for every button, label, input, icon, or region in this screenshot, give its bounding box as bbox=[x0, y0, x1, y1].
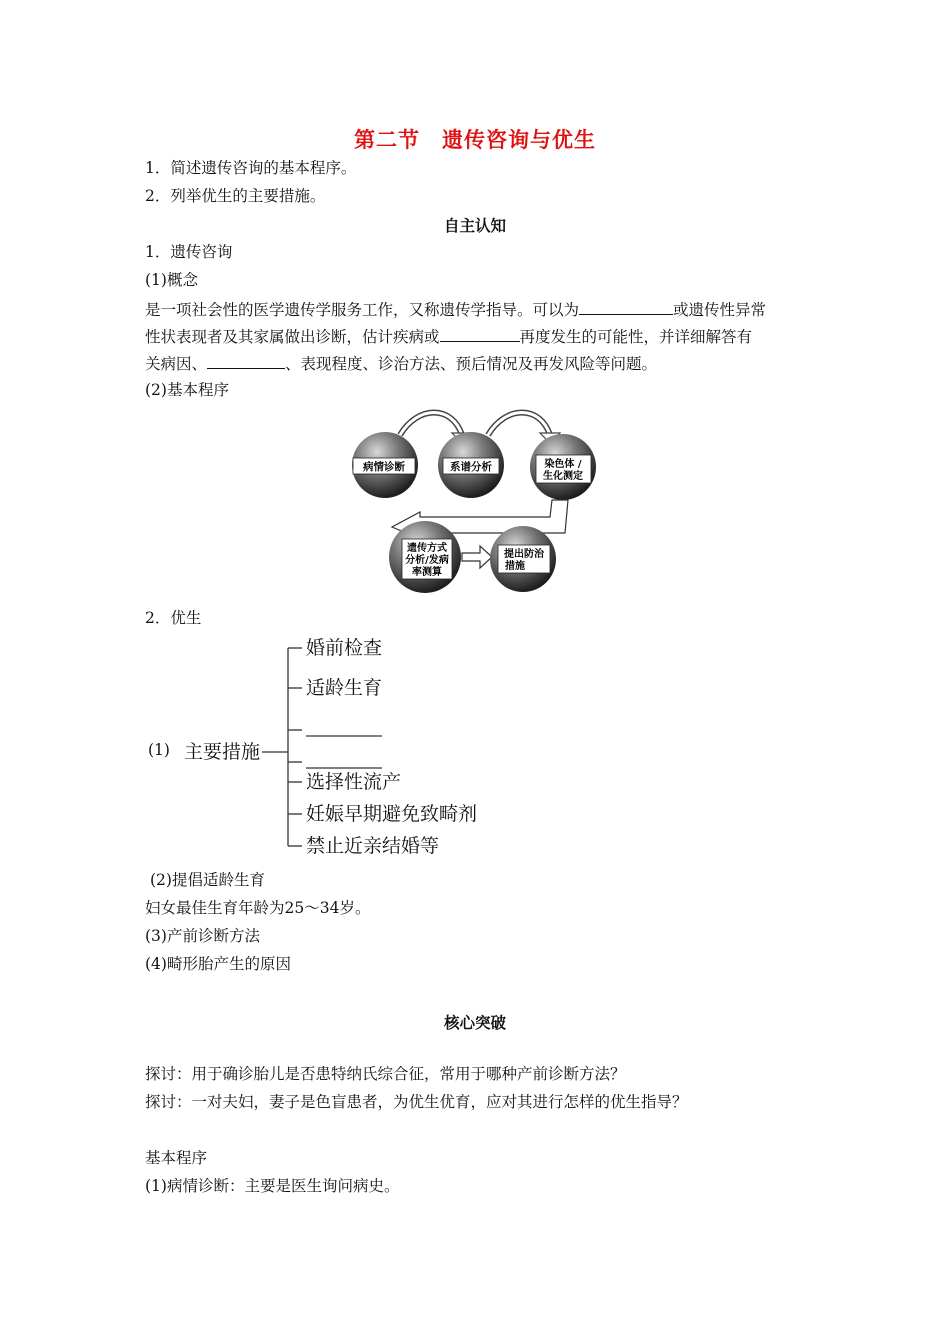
discussion-1: 探讨：用于确诊胎儿是否患特纳氏综合征，常用于哪种产前诊断方法？ bbox=[145, 1065, 626, 1083]
item2-heading: 2．优生 bbox=[145, 609, 202, 627]
fill-blank-3[interactable] bbox=[207, 352, 285, 369]
concept-label: (1)概念 bbox=[145, 271, 198, 289]
sub4-heading: (4)畸形胎产生的原因 bbox=[145, 955, 291, 973]
step5-label-2: 措施 bbox=[505, 561, 525, 572]
fill-blank-2[interactable] bbox=[440, 325, 520, 342]
step2-label: 系谱分析 bbox=[450, 461, 492, 473]
measure-6: 妊娠早期避免致畸剂 bbox=[306, 803, 478, 825]
fill-blank-1[interactable] bbox=[579, 298, 673, 315]
page-title bbox=[0, 124, 950, 154]
step-ball-1 bbox=[352, 432, 418, 498]
step4-label-2: 分析/发病 bbox=[405, 555, 449, 566]
item1-heading: 1．遗传咨询 bbox=[145, 243, 233, 261]
sub3-heading: (3)产前诊断方法 bbox=[145, 927, 260, 945]
straight-arrow bbox=[462, 546, 492, 568]
objective-1: 1．简述遗传咨询的基本程序。 bbox=[145, 159, 357, 177]
section-heading-zizhu: 自主认知 bbox=[443, 217, 506, 235]
step3-label-1: 染色体 / bbox=[544, 459, 582, 470]
step5-label-1: 提出防治 bbox=[504, 549, 544, 560]
title-section: 第二节 bbox=[354, 128, 420, 152]
concept-line-2: 性状表现者及其家属做出诊断，估计疾病或 再度发生的可能性，并详细解答有 bbox=[145, 325, 752, 347]
sub2-heading: (2)提倡适龄生育 bbox=[150, 871, 265, 889]
procedure-label: (2)基本程序 bbox=[145, 381, 229, 399]
objective-2: 2．列举优生的主要措施。 bbox=[145, 187, 326, 205]
step-ball-5 bbox=[490, 526, 556, 592]
discussion-2: 探讨：一对夫妇，妻子是色盲患者，为优生优育，应对其进行怎样的优生指导？ bbox=[145, 1093, 688, 1111]
measure-1: 婚前检查 bbox=[306, 637, 383, 659]
measures-number: (1) bbox=[148, 741, 170, 759]
step-ball-2 bbox=[438, 432, 504, 498]
concept-line-1: 是一项社会性的医学遗传学服务工作，又称遗传学指导。可以为 或遗传性异常 bbox=[145, 298, 766, 320]
measure-7: 禁止近亲结婚等 bbox=[306, 835, 440, 857]
step3-label-2: 生化测定 bbox=[543, 471, 583, 482]
measures-main-label: 主要措施 bbox=[184, 741, 261, 763]
section-heading-hexin: 核心突破 bbox=[443, 1014, 506, 1032]
measure-5: 选择性流产 bbox=[306, 771, 402, 793]
basic-heading: 基本程序 bbox=[145, 1149, 208, 1167]
measures-bracket bbox=[262, 640, 392, 860]
sub2-text: 妇女最佳生育年龄为25～34岁。 bbox=[145, 899, 371, 917]
concept-line-3: 关病因、 、表现程度、诊治方法、预后情况及再发风险等问题。 bbox=[145, 352, 657, 374]
procedure-flow-diagram bbox=[340, 405, 630, 600]
title-topic: 遗传咨询与优生 bbox=[442, 128, 596, 152]
step1-label: 病情诊断 bbox=[363, 461, 405, 473]
measure-2: 适龄生育 bbox=[306, 677, 383, 699]
step4-label-1: 遗传方式 bbox=[407, 543, 447, 554]
step4-label-3: 率测算 bbox=[412, 567, 442, 578]
step-ball-3 bbox=[530, 434, 596, 500]
step-ball-4 bbox=[389, 521, 461, 593]
basic-item-1: (1)病情诊断：主要是医生询问病史。 bbox=[145, 1177, 400, 1195]
